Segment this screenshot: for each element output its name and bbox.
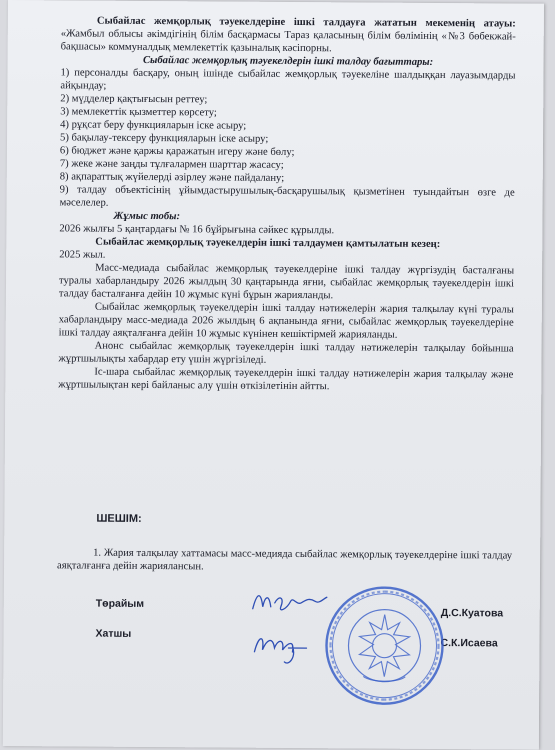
period-heading: Сыбайлас жемқорлық тәуекелдерін ішкі талдаумен қамтылатын кезең: bbox=[95, 236, 441, 251]
direction-item: 9) талдау объектісінің ұйымдастырушылық-басқарушылық қызметінен туындайтын өзге де мәселелер. bbox=[59, 184, 515, 209]
institution-title bbox=[61, 14, 516, 56]
work-group-heading: Жұмыс тобы: bbox=[113, 210, 181, 223]
direction-item: 1) персоналды басқару, оның ішінде сыбайлас жемқорлық тәуекеліне шалдыққан лауазымдарды айқындау; bbox=[60, 67, 516, 92]
chair-name: Д.С.Куатова bbox=[440, 607, 504, 620]
directions-heading: Сыбайлас жемқорлық тәуекелдерін ішкі талдау бағыттары: bbox=[142, 54, 434, 68]
paragraph: Анонс сыбайлас жемқорлық тәуекелдерін ішкі талдау нәтижелерін талқылау бойынша жұртшылықты хабардар ету үшін жүргізіледі. bbox=[58, 340, 514, 366]
work-group-text: 2026 жылғы 5 қаңтардағы № 16 бұйрығына сәйкес құрылды. bbox=[59, 223, 335, 237]
direction-item: 4) рұқсат беру функцияларын іске асыру; bbox=[60, 119, 247, 132]
direction-item: 6) бюджет және қаржы қаражатын игеру және бөлу; bbox=[59, 145, 295, 159]
period-text: 2025 жыл. bbox=[59, 249, 106, 261]
paragraph: Масс-медиада сыбайлас жемқорлық тәуекелдеріне ішкі талдау жүргізудің басталғаны туралы хабарландыру 2026 жылдың 30 қаңтарында яғни, сыбайлас жемқорлық тәуекелдерін ішкі талдау басталғанға дейін 10 жұмыс күні бұрын жарияланды. bbox=[58, 262, 515, 302]
institution-title-label: Сыбайлас жемқорлық тәуекелдеріне ішкі талдауға жататын мекеменің атауы: bbox=[96, 15, 516, 30]
official-stamp-icon bbox=[323, 584, 446, 707]
direction-item: 5) бақылау-тексеру функцияларын іске асыру; bbox=[60, 132, 269, 145]
chair-signature-icon bbox=[249, 587, 329, 618]
secretary-name: С.К.Исаева bbox=[440, 637, 498, 650]
paragraph: Сыбайлас жемқорлық тәуекелдерін ішкі талдау нәтижелерін жария талқылау күні туралы хабарландыру масс-медиада 2026 жылдың 6 ақпанында яғни, сыбайлас жемқорлық тәуекелдеріне ішкі талдау аяқталғанға дейін 10 жұмыс күнінен кешіктірмей жарияланды. bbox=[58, 301, 514, 341]
institution-name: «Жамбыл облысы әкімдігінің білім басқармасы Тараз қаласының білім бөлімінің «№3 бөбекжай-бақшасы» коммуналдық мемлекеттік қазыналық кәсіпорны. bbox=[60, 28, 516, 55]
document-sheet bbox=[3, 0, 544, 750]
direction-item: 7) жеке және заңды тұлғалармен шарттар жасасу; bbox=[59, 158, 284, 171]
decision-heading: ШЕШІМ: bbox=[96, 512, 142, 525]
decision-block bbox=[57, 535, 512, 585]
direction-item: 3) мемлекеттік қызметтер көрсету; bbox=[60, 106, 217, 119]
secretary-label: Хатшы bbox=[95, 627, 132, 640]
direction-item: 8) ақпараттық жүйелерді әзірлеу және пайдалану; bbox=[59, 171, 285, 184]
directions-list bbox=[60, 66, 516, 212]
decision-text: 1. Жария талқылау хаттамасы масс-медияда сыбайлас жемқорлық тәуекелдеріне ішкі талдау аяқталғанға дейін жариялансын. bbox=[57, 547, 513, 572]
secretary-signature-icon bbox=[248, 622, 328, 669]
document-body bbox=[58, 14, 516, 394]
paragraph: Іс-шара сыбайлас жемқорлық тәуекелдерін ішкі талдау нәтижелерін жария талқылау және жұртшылықтан кері байланыс алу үшін өткізілетінін айтты. bbox=[58, 366, 514, 393]
direction-item: 2) мүдделер қақтығысын реттеу; bbox=[60, 93, 208, 106]
chair-label: Төрайым bbox=[95, 597, 145, 610]
